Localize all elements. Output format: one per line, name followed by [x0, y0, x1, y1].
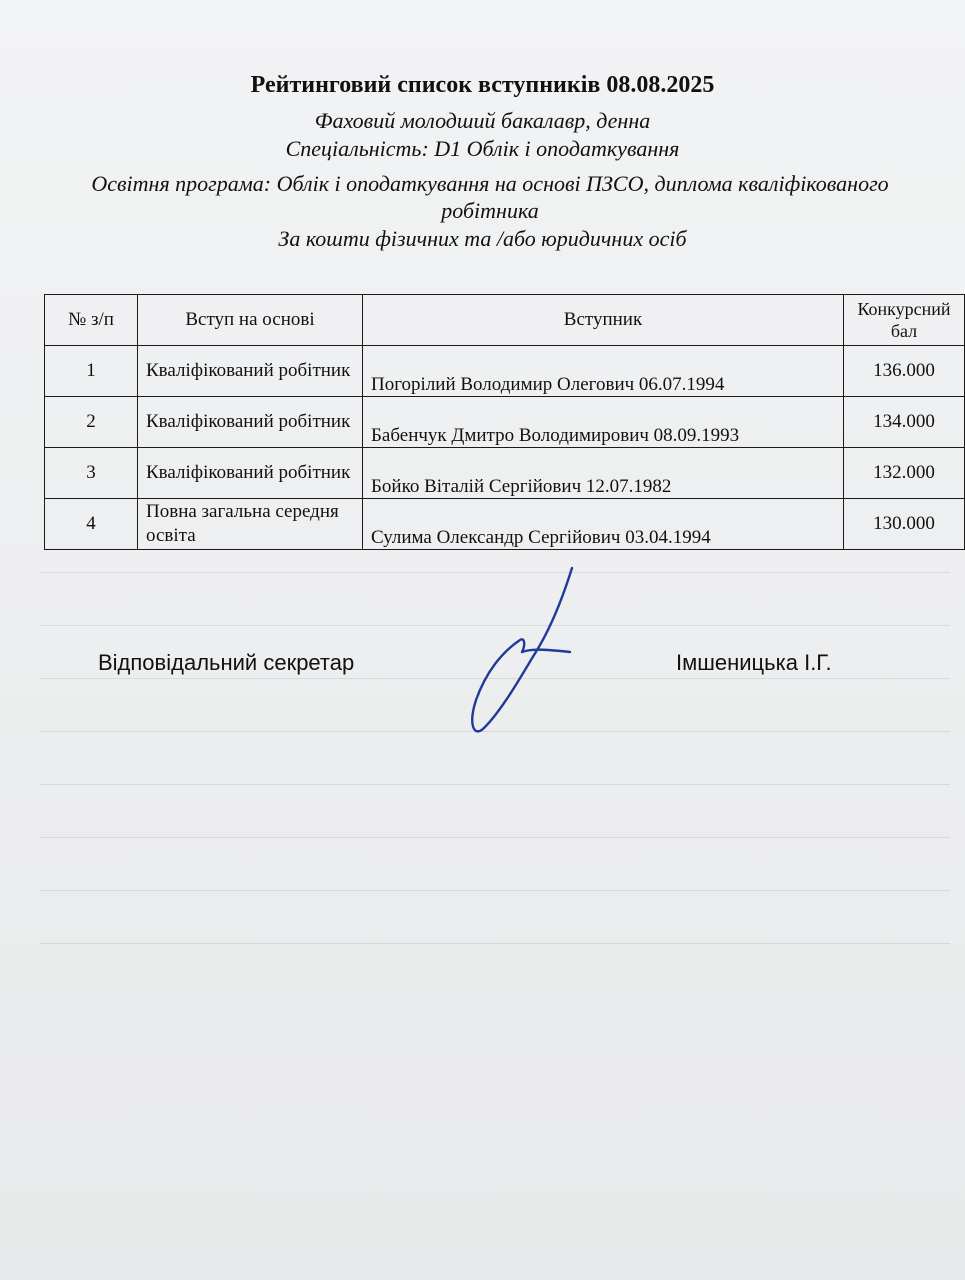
- row-applicant: Сулима Олександр Сергійович 03.04.1994: [363, 499, 844, 550]
- row-applicant: Бабенчук Дмитро Володимирович 08.09.1993: [363, 397, 844, 448]
- column-header-applicant: Вступник: [363, 295, 844, 346]
- row-basis: Повна загальна середня освіта: [138, 499, 363, 550]
- specialty: Спеціальність: D1 Облік і оподаткування: [285, 136, 680, 161]
- row-score: 136.000: [844, 346, 965, 397]
- educational-program: Освітня програма: Облік і оподаткування на основі ПЗСО, диплома кваліфікованого робітника: [91, 171, 889, 223]
- table-header-row: [45, 295, 965, 346]
- row-basis: Кваліфікований робітник: [138, 448, 363, 499]
- row-basis: Кваліфікований робітник: [138, 397, 363, 448]
- row-applicant: Бойко Віталій Сергійович 12.07.1982: [363, 448, 844, 499]
- row-number: 4: [45, 499, 138, 550]
- document-title: Рейтинговий список вступників 08.08.2025: [250, 72, 715, 98]
- column-header-number: № з/п: [45, 295, 138, 346]
- row-score: 130.000: [844, 499, 965, 550]
- table-row: [45, 346, 965, 397]
- column-header-score: Конкурсний бал: [844, 295, 965, 346]
- ranking-table: [44, 294, 965, 550]
- row-number: 1: [45, 346, 138, 397]
- row-number: 3: [45, 448, 138, 499]
- row-score: 134.000: [844, 397, 965, 448]
- handwritten-signature: [462, 560, 582, 740]
- row-score: 132.000: [844, 448, 965, 499]
- row-number: 2: [45, 397, 138, 448]
- column-header-basis: Вступ на основі: [138, 295, 363, 346]
- signature-stroke: [472, 568, 572, 731]
- secretary-position: Відповідальний секретар: [98, 650, 355, 675]
- row-basis: Кваліфікований робітник: [138, 346, 363, 397]
- secretary-name: Імшеницька І.Г.: [676, 650, 832, 675]
- education-level: Фаховий молодший бакалавр, денна: [314, 108, 651, 133]
- table-row: [45, 397, 965, 448]
- row-applicant: Погорілий Володимир Олегович 06.07.1994: [363, 346, 844, 397]
- table-row: [45, 448, 965, 499]
- funding-source: За кошти фізичних та /або юридичних осіб: [278, 226, 687, 251]
- table-row: [45, 499, 965, 550]
